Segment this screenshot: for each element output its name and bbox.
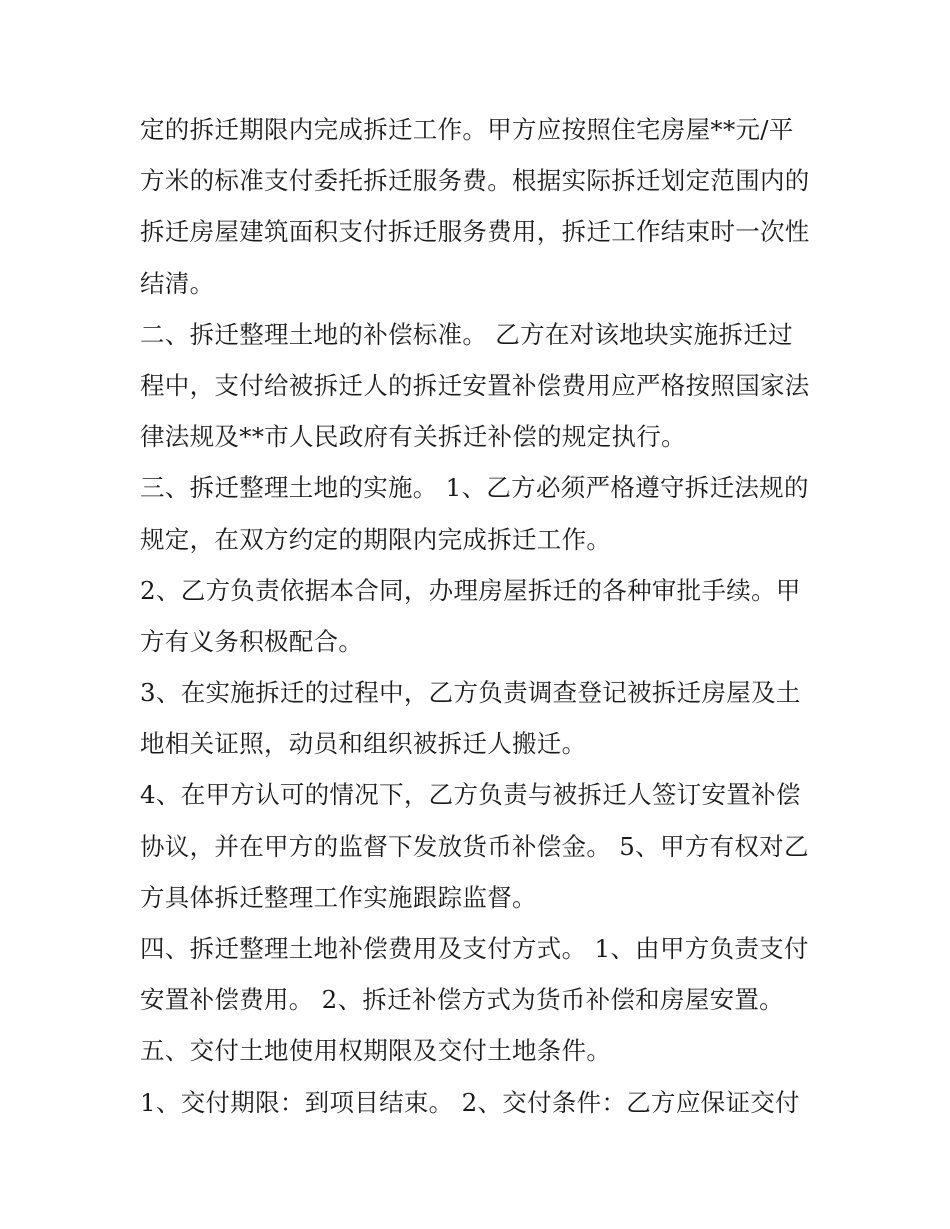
text-line: 规定，在双方约定的期限内完成拆迁工作。	[140, 524, 612, 554]
text-line: 方米的标准支付委托拆迁服务费。根据实际拆迁划定范围内的	[140, 166, 810, 196]
text-line: 协议，并在甲方的监督下发放货币补偿金。 5、甲方有权对乙	[140, 831, 809, 861]
text-line: 3、在实施拆迁的过程中，乙方负责调查登记被拆迁房屋及土	[140, 678, 801, 708]
text-line: 结清。	[140, 268, 215, 298]
text-line: 五、交付土地使用权期限及交付土地条件。	[140, 1036, 612, 1066]
text-line: 2、乙方负责依据本合同，办理房屋拆迁的各种审批手续。甲	[140, 575, 801, 605]
text-line: 定的拆迁期限内完成拆迁工作。甲方应按照住宅房屋**元/平	[140, 115, 794, 144]
text-line: 地相关证照，动员和组织被拆迁人搬迁。	[140, 729, 587, 759]
text-line: 律法规及**市人民政府有关拆迁补偿的规定执行。	[140, 422, 686, 452]
text-line: 1、交付期限：到项目结束。 2、交付条件：乙方应保证交付	[140, 1087, 800, 1117]
text-line: 二、拆迁整理土地的补偿标准。 乙方在对该地块实施拆迁过	[140, 319, 793, 349]
text-line: 4、在甲方认可的情况下，乙方负责与被拆迁人签订安置补偿	[140, 780, 801, 810]
text-line: 四、拆迁整理土地补偿费用及支付方式。 1、由甲方负责支付	[140, 934, 809, 963]
text-line: 方具体拆迁整理工作实施跟踪监督。	[140, 882, 537, 912]
text-line: 安置补偿费用。 2、拆迁补偿方式为货币补偿和房屋安置。	[140, 985, 784, 1015]
text-line: 程中，支付给被拆迁人的拆迁安置补偿费用应严格按照国家法	[140, 370, 810, 400]
text-line: 方有义务积极配合。	[140, 626, 364, 656]
text-line: 三、拆迁整理土地的实施。 1、乙方必须严格遵守拆迁法规的	[140, 473, 809, 503]
text-line: 拆迁房屋建筑面积支付拆迁服务费用，拆迁工作结束时一次性	[140, 217, 810, 247]
document-body	[140, 104, 815, 1128]
